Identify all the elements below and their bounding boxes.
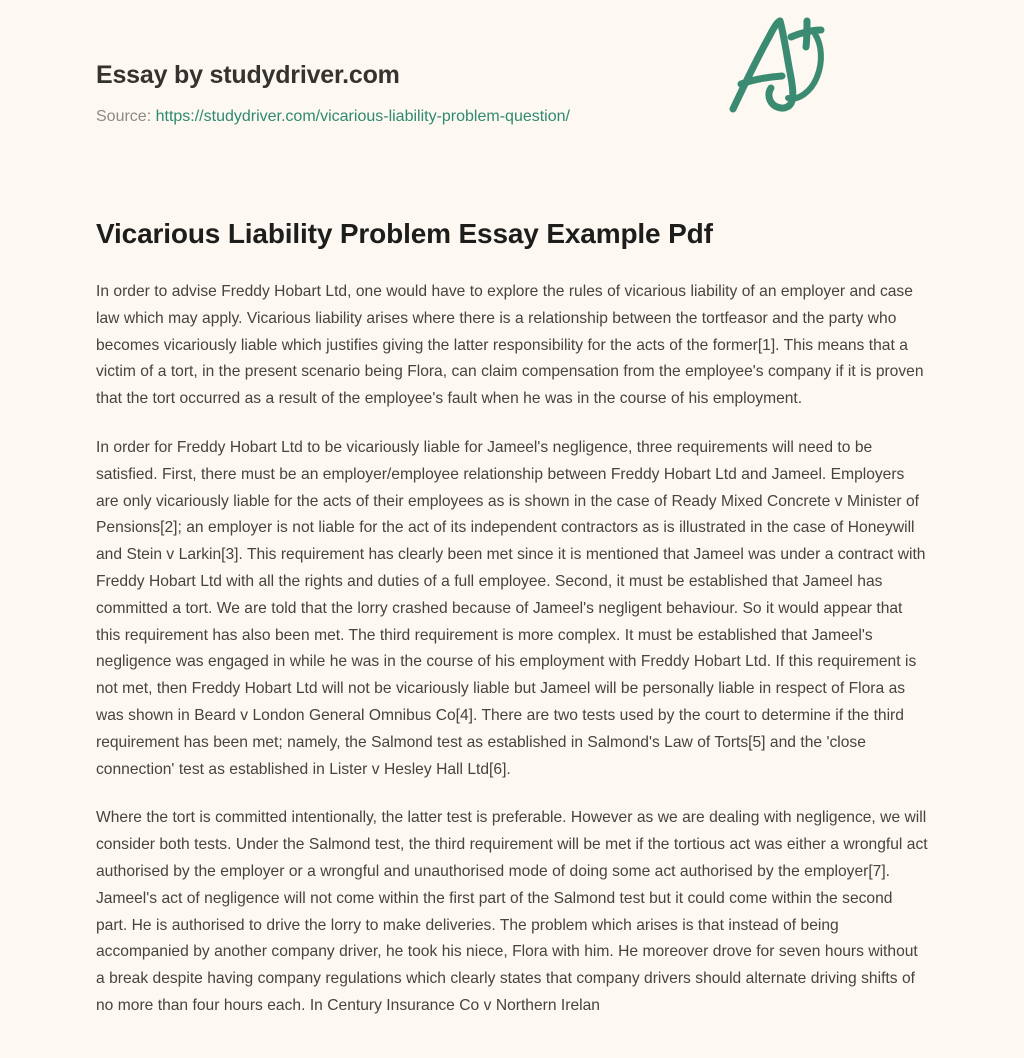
document-header: [96, 0, 928, 125]
essay-body: [96, 279, 928, 1020]
source-url-link[interactable]: https://studydriver.com/vicarious-liability-problem-question/: [155, 108, 570, 125]
source-label: Source:: [96, 108, 152, 125]
source-line: [96, 107, 928, 128]
body-paragraph: Where the tort is committed intentionally, the latter test is preferable. However as we are dealing with negligence, we will consider both tests. Under the Salmond test, the third requirement will be met if the tortious act was either a wrongful act authorised by the employer or a wrongful and unauthorised mode of doing some act authorised by the employer[7]. Jameel's act of negligence will not come within the first part of the Salmond test but it could come within the second part. He is authorised to drive the lorry to make deliveries. The problem which arises is that instead of being accompanied by another company driver, he took his niece, Flora with him. He moreover drove for seven hours without a break despite having company regulations which clearly states that company drivers should alternate driving shifts of no more than four hours each. In Century Insurance Co v Northern Irelan: [96, 809, 928, 1014]
essay-byline: Essay by studydriver.com: [96, 61, 400, 89]
page-title: Vicarious Liability Problem Essay Example Pdf: [96, 218, 713, 249]
body-paragraph: In order for Freddy Hobart Ltd to be vicariously liable for Jameel's negligence, three requirements will need to be satisfied. First, there must be an employer/employee relationship between Freddy Hobart Ltd and Jameel. Employers are only vicariously liable for the acts of their employees as is shown in the case of Ready Mixed Concrete v Minister of Pensions[2]; an employer is not liable for the act of its independent contractors as is illustrated in the case of Honeywill and Stein v Larkin[3]. This requirement has clearly been met since it is mentioned that Jameel was under a contract with Freddy Hobart Ltd with all the rights and duties of a full employee. Second, it must be established that Jameel has committed a tort. We are told that the lorry crashed because of Jameel's negligent behaviour. So it would appear that this requirement has also been met. The third requirement is more complex. It must be established that Jameel's negligence was engaged in while he was in the course of his employment with Freddy Hobart Ltd. If this requirement is not met, then Freddy Hobart Ltd will not be vicariously liable but Jameel will be personally liable in respect of Flora as was shown in Beard v London General Omnibus Co[4]. There are two tests used by the court to determine if the third requirement has been met; namely, the Salmond test as established in Salmond's Law of Torts[5] and the 'close connection' test as established in Lister v Hesley Hall Ltd[6].: [96, 438, 926, 778]
body-paragraph: In order to advise Freddy Hobart Ltd, one would have to explore the rules of vicarious liability of an employer and case law which may apply. Vicarious liability arises where there is a relationship between the tortfeasor and the party who becomes vicariously liable which justifies giving the latter responsibility for the acts of the former[1]. This means that a victim of a tort, in the present scenario being Flora, can claim compensation from the employee's company if it is proven that the tort occurred as a result of the employee's fault when he was in the course of his employment.: [96, 283, 924, 408]
